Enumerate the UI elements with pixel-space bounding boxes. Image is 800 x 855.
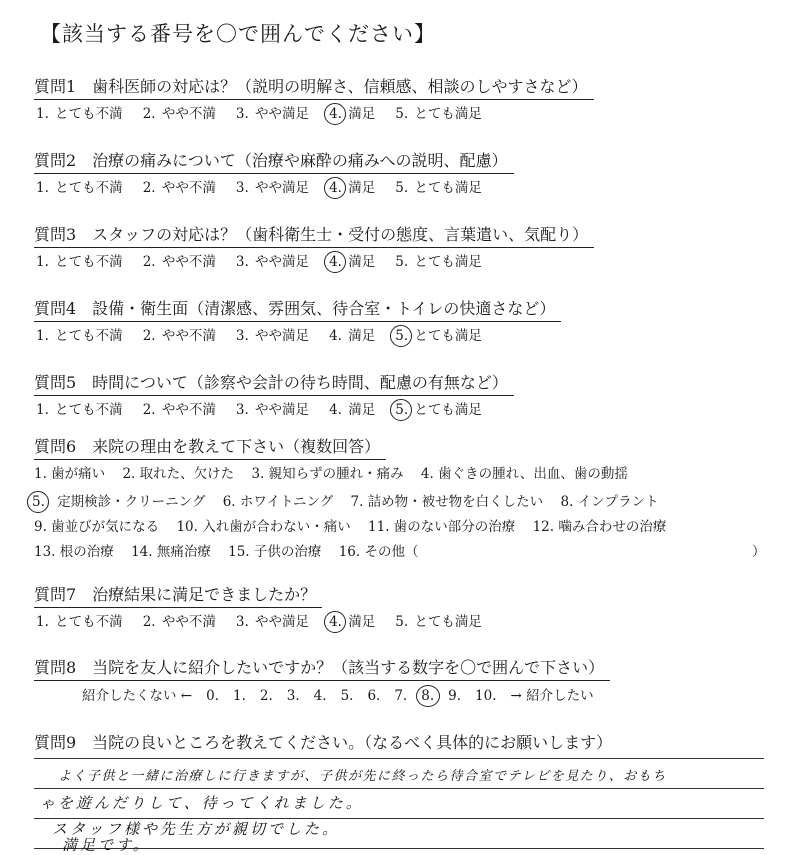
q5-option-number: 4. <box>329 402 342 418</box>
scale-left-label: 紹介したくない ← <box>82 688 193 704</box>
q4-option-number: 5. <box>395 328 409 344</box>
scale-number[interactable]: 0. <box>206 688 219 704</box>
q5-option-2[interactable] <box>141 398 216 418</box>
q2-option-number: 5. <box>395 180 409 196</box>
q1-option-4[interactable] <box>327 102 375 122</box>
scale-number[interactable]: 7. <box>394 688 408 704</box>
q1-option-label: とても不満 <box>50 106 123 122</box>
q5-option-5[interactable] <box>393 398 482 418</box>
q7-title: 質問7 治療結果に満足できましたか？ <box>34 582 322 608</box>
page-heading: 【該当する番号を〇で囲んでください】 <box>40 22 436 46</box>
q3-option-label: とても満足 <box>410 254 482 270</box>
q2-option-3[interactable] <box>234 176 309 196</box>
q1-option-label: 満足 <box>343 106 376 122</box>
reason-9[interactable]: 9. 歯並びが気になる <box>34 519 160 535</box>
q1-option-label: やや満足 <box>250 106 310 122</box>
q6-row-1 <box>34 462 641 482</box>
reason-8[interactable]: 8. インプラント <box>560 494 659 510</box>
reason-5-number-circled[interactable]: 5. <box>32 494 45 510</box>
q4-option-label: やや満足 <box>250 328 310 344</box>
scale-number[interactable]: 3. <box>286 688 300 704</box>
q5-title: 質問5 時間について（診察や会計の待ち時間、配慮の有無など） <box>34 370 514 396</box>
q1-option-2[interactable] <box>141 102 216 122</box>
q2-title: 質問2 治療の痛みについて（治療や麻酔の痛みへの説明、配慮） <box>34 148 514 174</box>
q1-option-label: とても満足 <box>410 106 482 122</box>
scale-number[interactable]: 6. <box>367 688 381 704</box>
q7-option-4[interactable] <box>327 610 375 630</box>
recommend-scale <box>82 684 608 704</box>
q1-option-3[interactable] <box>234 102 309 122</box>
scale-number[interactable]: 9. <box>448 688 462 704</box>
answer-line <box>34 758 764 759</box>
q7-option-label: やや不満 <box>157 614 216 630</box>
reason-10[interactable]: 10. 入れ歯が合わない・痛い <box>176 519 351 535</box>
handwritten-answer-line-2[interactable]: ゃを遊んだりして、待ってくれました。 <box>40 794 364 812</box>
reason-7[interactable]: 7. 詰め物・被せ物を白くしたい <box>350 494 544 510</box>
reason-1[interactable]: 1. 歯が痛い <box>34 466 106 482</box>
q1-title: 質問1 歯科医師の対応は？（説明の明解さ、信頼感、相談のしやすさなど） <box>34 74 594 100</box>
q4-option-1[interactable] <box>34 324 123 344</box>
q4-option-5[interactable] <box>393 324 482 344</box>
reason-12[interactable]: 12. 噛み合わせの治療 <box>532 519 667 535</box>
q5-option-1[interactable] <box>34 398 123 418</box>
q3-title: 質問3 スタッフの対応は？（歯科衛生士・受付の態度、言葉遣い、気配り） <box>34 222 594 248</box>
scale-number[interactable]: 8. <box>421 688 435 704</box>
q1-option-label: やや不満 <box>157 106 216 122</box>
reason-14[interactable]: 14. 無痛治療 <box>131 544 211 560</box>
q2-option-label: とても満足 <box>410 180 482 196</box>
q3-option-number: 4. <box>329 254 342 270</box>
q2-option-4[interactable] <box>327 176 375 196</box>
answer-line <box>34 788 764 789</box>
q5-options <box>34 398 500 418</box>
q4-option-3[interactable] <box>234 324 309 344</box>
q1-option-number: 2. <box>142 106 156 122</box>
q1-option-5[interactable] <box>393 102 482 122</box>
q7-option-label: やや満足 <box>250 614 310 630</box>
q5-option-label: やや不満 <box>157 402 216 418</box>
q5-option-number: 3. <box>235 402 249 418</box>
reason-15[interactable]: 15. 子供の治療 <box>228 544 322 560</box>
q7-option-2[interactable] <box>141 610 216 630</box>
reason-16[interactable]: 16. その他（ <box>338 544 419 560</box>
handwritten-answer-line-1[interactable]: よく子供と一緒に治療しに行きますが、子供が先に終ったら待合室でテレビを見たり、おもち <box>58 769 667 784</box>
q7-option-5[interactable] <box>393 610 482 630</box>
q5-option-label: とても不満 <box>50 402 123 418</box>
q2-option-label: 満足 <box>343 180 376 196</box>
scale-number[interactable]: 10. <box>475 688 497 704</box>
q5-option-4[interactable] <box>327 398 375 418</box>
q2-option-number: 3. <box>235 180 249 196</box>
q3-option-number: 1. <box>36 254 49 270</box>
reason-2[interactable]: 2. 取れた、欠けた <box>122 466 235 482</box>
reason-6[interactable]: 6. ホワイトニング <box>222 494 334 510</box>
scale-number[interactable]: 1. <box>233 688 246 704</box>
q1-option-number: 3. <box>235 106 249 122</box>
q3-option-4[interactable] <box>327 250 375 270</box>
q4-option-label: やや不満 <box>157 328 216 344</box>
q2-option-2[interactable] <box>141 176 216 196</box>
q5-option-number: 5. <box>395 402 409 418</box>
handwritten-answer-line-4[interactable]: 満足です。 <box>62 836 151 854</box>
q7-option-label: 満足 <box>343 614 376 630</box>
q2-option-number: 2. <box>142 180 156 196</box>
q7-option-number: 3. <box>235 614 249 630</box>
q2-option-label: とても不満 <box>50 180 123 196</box>
q3-option-number: 5. <box>395 254 409 270</box>
q3-option-number: 3. <box>235 254 249 270</box>
scale-number[interactable]: 4. <box>313 688 327 704</box>
q7-option-3[interactable] <box>234 610 309 630</box>
q9-title: 質問9 当院の良いところを教えてください。（なるべく具体的にお願いします） <box>34 733 613 752</box>
q5-option-label: とても満足 <box>410 402 482 418</box>
scale-number[interactable]: 5. <box>340 688 354 704</box>
handwritten-answer-line-3[interactable]: スタッフ様や先生方が親切でした。 <box>52 820 341 838</box>
q4-option-label: とても満足 <box>410 328 482 344</box>
q6-row-3 <box>34 515 679 535</box>
q5-option-label: やや満足 <box>250 402 310 418</box>
q2-option-label: やや不満 <box>157 180 216 196</box>
q6-row-2 <box>30 490 672 510</box>
reason-11[interactable]: 11. 歯のない部分の治療 <box>368 519 516 535</box>
q4-option-2[interactable] <box>141 324 216 344</box>
q5-option-label: 満足 <box>343 402 376 418</box>
reason-4[interactable]: 4. 歯ぐきの腫れ、出血、歯の動揺 <box>420 466 628 482</box>
q6-row-4 <box>34 540 431 560</box>
q1-option-number: 1. <box>36 106 49 122</box>
q4-options <box>34 324 500 344</box>
q3-option-5[interactable] <box>393 250 482 270</box>
q5-option-3[interactable] <box>234 398 309 418</box>
q3-option-number: 2. <box>142 254 156 270</box>
q1-option-1[interactable] <box>34 102 123 122</box>
q8-title: 質問8 当院を友人に紹介したいですか？（該当する数字を〇で囲んで下さい） <box>34 655 610 681</box>
q3-option-2[interactable] <box>141 250 216 270</box>
q2-option-5[interactable] <box>393 176 482 196</box>
q7-options <box>34 610 500 630</box>
q3-option-1[interactable] <box>34 250 123 270</box>
q1-options <box>34 102 500 122</box>
q5-option-number: 1. <box>36 402 49 418</box>
q4-title: 質問4 設備・衛生面（清潔感、雰囲気、待合室・トイレの快適さなど） <box>34 296 561 322</box>
q4-option-label: とても不満 <box>50 328 123 344</box>
scale-right-label: → 紹介したい <box>510 688 594 704</box>
q3-option-label: とても不満 <box>50 254 123 270</box>
q4-option-4[interactable] <box>327 324 375 344</box>
q2-option-1[interactable] <box>34 176 123 196</box>
reason-16-close-paren: ） <box>752 544 766 560</box>
q4-option-number: 4. <box>329 328 342 344</box>
reason-5[interactable]: 定期検診・クリーニング <box>57 494 206 510</box>
q7-option-number: 1. <box>36 614 49 630</box>
q4-option-number: 3. <box>235 328 249 344</box>
reason-13[interactable]: 13. 根の治療 <box>34 544 114 560</box>
q2-options <box>34 176 500 196</box>
q3-options <box>34 250 500 270</box>
reason-3[interactable]: 3. 親知らずの腫れ・痛み <box>251 466 404 482</box>
q3-option-label: やや不満 <box>157 254 216 270</box>
q7-option-label: とても満足 <box>410 614 482 630</box>
q6-title: 質問6 来院の理由を教えて下さい（複数回答） <box>34 434 386 460</box>
q2-option-number: 1. <box>36 180 49 196</box>
q7-option-label: とても不満 <box>50 614 123 630</box>
q1-option-number: 5. <box>395 106 409 122</box>
q5-option-number: 2. <box>142 402 156 418</box>
q3-option-3[interactable] <box>234 250 309 270</box>
q4-option-number: 1. <box>36 328 49 344</box>
q3-option-label: 満足 <box>343 254 376 270</box>
q1-option-number: 4. <box>329 106 342 122</box>
q7-option-number: 5. <box>395 614 409 630</box>
q4-option-label: 満足 <box>343 328 376 344</box>
scale-number[interactable]: 2. <box>259 688 273 704</box>
q7-option-number: 4. <box>329 614 342 630</box>
q7-option-number: 2. <box>142 614 156 630</box>
q3-option-label: やや満足 <box>250 254 310 270</box>
q2-option-label: やや満足 <box>250 180 310 196</box>
q2-option-number: 4. <box>329 180 342 196</box>
q7-option-1[interactable] <box>34 610 123 630</box>
q4-option-number: 2. <box>142 328 156 344</box>
